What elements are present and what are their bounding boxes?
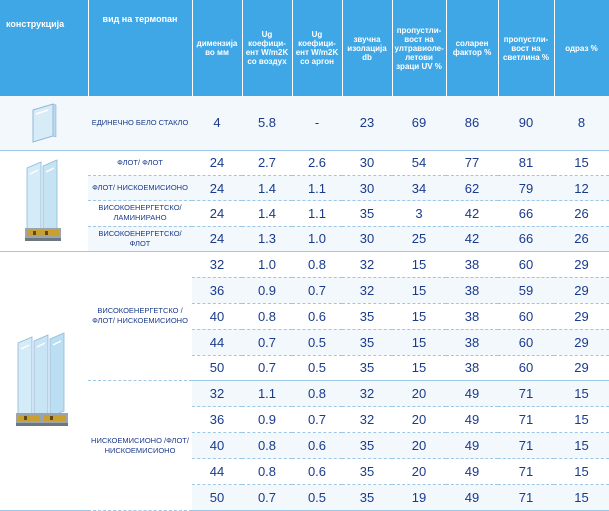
value-cell: 2.7 <box>242 150 292 175</box>
value-cell: 0.5 <box>292 485 342 511</box>
value-cell: 29 <box>554 251 609 277</box>
header-sound: звучна изолација db <box>342 0 392 96</box>
value-cell: 30 <box>342 176 392 201</box>
value-cell: 35 <box>342 355 392 381</box>
value-cell: 44 <box>192 459 242 485</box>
value-cell: 66 <box>498 201 554 226</box>
value-cell: 25 <box>392 226 446 251</box>
value-cell: 20 <box>392 433 446 459</box>
table-row <box>0 201 609 226</box>
value-cell: 32 <box>192 381 242 407</box>
value-cell: 26 <box>554 201 609 226</box>
single-glass-pane-icon <box>29 102 59 144</box>
header-dimension: димензија во мм <box>192 0 242 96</box>
value-cell: 15 <box>554 150 609 175</box>
value-cell: 86 <box>446 96 498 150</box>
value-cell: 0.8 <box>242 433 292 459</box>
value-cell: 0.8 <box>242 459 292 485</box>
header-type: вид на термопан <box>88 0 192 96</box>
value-cell: 30 <box>342 226 392 251</box>
value-cell: 62 <box>446 176 498 201</box>
type-label: ВИСОКОЕНЕРГЕТСКО /ФЛОТ/ НИСКОЕМИСИОНО <box>88 251 192 381</box>
value-cell: 32 <box>342 277 392 303</box>
value-cell: 32 <box>342 251 392 277</box>
value-cell: 24 <box>192 176 242 201</box>
value-cell: 0.7 <box>242 329 292 355</box>
double-glazing-profile-icon <box>21 158 67 244</box>
value-cell: 2.6 <box>292 150 342 175</box>
value-cell: 20 <box>392 459 446 485</box>
table-row <box>0 226 609 251</box>
header-row <box>0 0 609 96</box>
value-cell: 1.0 <box>242 251 292 277</box>
value-cell: 38 <box>446 355 498 381</box>
value-cell: 3 <box>392 201 446 226</box>
value-cell: 71 <box>498 407 554 433</box>
header-ug-argon: Ug коефици-ент W/m2K со аргон <box>292 0 342 96</box>
value-cell: 66 <box>498 226 554 251</box>
type-label: ВИСОКОЕНЕРГЕТСКО/ ФЛОТ <box>88 226 192 251</box>
value-cell: 29 <box>554 329 609 355</box>
value-cell: 71 <box>498 433 554 459</box>
table-row <box>0 96 609 150</box>
value-cell: 0.6 <box>292 433 342 459</box>
header-solar: соларен фактор % <box>446 0 498 96</box>
value-cell: 38 <box>446 303 498 329</box>
value-cell: 15 <box>392 329 446 355</box>
construction-cell <box>0 150 88 251</box>
value-cell: 15 <box>392 355 446 381</box>
value-cell: 35 <box>342 433 392 459</box>
type-label: ВИСОКОЕНЕРГЕТСКО/ ЛАМИНИРАНО <box>88 201 192 226</box>
value-cell: 36 <box>192 407 242 433</box>
value-cell: 49 <box>446 381 498 407</box>
value-cell: 15 <box>392 277 446 303</box>
value-cell: 42 <box>446 201 498 226</box>
value-cell: 0.7 <box>242 485 292 511</box>
value-cell: 77 <box>446 150 498 175</box>
value-cell: 35 <box>342 201 392 226</box>
value-cell: 12 <box>554 176 609 201</box>
value-cell: 24 <box>192 201 242 226</box>
value-cell: 15 <box>554 407 609 433</box>
value-cell: 1.1 <box>292 201 342 226</box>
value-cell: 20 <box>392 407 446 433</box>
value-cell: 38 <box>446 251 498 277</box>
triple-glazing-profile-icon <box>14 331 74 431</box>
value-cell: 23 <box>342 96 392 150</box>
value-cell: 0.9 <box>242 277 292 303</box>
value-cell: 0.5 <box>292 355 342 381</box>
construction-cell <box>0 251 88 510</box>
value-cell: 0.7 <box>292 277 342 303</box>
value-cell: 69 <box>392 96 446 150</box>
value-cell: 15 <box>554 381 609 407</box>
value-cell: 0.7 <box>292 407 342 433</box>
type-label: ФЛОТ/ НИСКОЕМИСИОНО <box>88 176 192 201</box>
value-cell: 32 <box>342 407 392 433</box>
value-cell: 1.1 <box>242 381 292 407</box>
type-label: ФЛОТ/ ФЛОТ <box>88 150 192 175</box>
value-cell: 1.0 <box>292 226 342 251</box>
value-cell: 0.7 <box>242 355 292 381</box>
value-cell: 24 <box>192 150 242 175</box>
value-cell: 35 <box>342 485 392 511</box>
value-cell: 0.9 <box>242 407 292 433</box>
value-cell: 35 <box>342 329 392 355</box>
value-cell: 15 <box>392 303 446 329</box>
value-cell: 32 <box>342 381 392 407</box>
value-cell: 34 <box>392 176 446 201</box>
value-cell: 0.8 <box>292 251 342 277</box>
value-cell: 0.8 <box>242 303 292 329</box>
value-cell: 4 <box>192 96 242 150</box>
value-cell: 60 <box>498 303 554 329</box>
value-cell: 81 <box>498 150 554 175</box>
value-cell: 1.1 <box>292 176 342 201</box>
value-cell: 8 <box>554 96 609 150</box>
value-cell: 1.3 <box>242 226 292 251</box>
value-cell: 30 <box>342 150 392 175</box>
table-row <box>0 381 609 407</box>
table-row <box>0 176 609 201</box>
value-cell: 0.5 <box>292 329 342 355</box>
value-cell: 79 <box>498 176 554 201</box>
value-cell: 24 <box>192 226 242 251</box>
value-cell: 29 <box>554 355 609 381</box>
value-cell: 0.6 <box>292 459 342 485</box>
type-label: НИСКОЕМИСИОНО /ФЛОТ/ НИСКОЕМИСИОНО <box>88 381 192 511</box>
header-construction: конструкција <box>0 0 88 96</box>
value-cell: 50 <box>192 485 242 511</box>
value-cell: 1.4 <box>242 201 292 226</box>
header-light: пропустли-вост на светлина % <box>498 0 554 96</box>
value-cell: - <box>292 96 342 150</box>
value-cell: 0.6 <box>292 303 342 329</box>
value-cell: 35 <box>342 303 392 329</box>
value-cell: 49 <box>446 459 498 485</box>
value-cell: 60 <box>498 251 554 277</box>
value-cell: 29 <box>554 277 609 303</box>
value-cell: 40 <box>192 433 242 459</box>
value-cell: 71 <box>498 485 554 511</box>
value-cell: 60 <box>498 329 554 355</box>
value-cell: 29 <box>554 303 609 329</box>
value-cell: 38 <box>446 329 498 355</box>
value-cell: 36 <box>192 277 242 303</box>
value-cell: 50 <box>192 355 242 381</box>
header-reflection: одраз % <box>554 0 609 96</box>
value-cell: 15 <box>554 485 609 511</box>
value-cell: 90 <box>498 96 554 150</box>
value-cell: 38 <box>446 277 498 303</box>
value-cell: 44 <box>192 329 242 355</box>
value-cell: 40 <box>192 303 242 329</box>
value-cell: 49 <box>446 407 498 433</box>
value-cell: 26 <box>554 226 609 251</box>
value-cell: 42 <box>446 226 498 251</box>
value-cell: 60 <box>498 355 554 381</box>
value-cell: 5.8 <box>242 96 292 150</box>
value-cell: 49 <box>446 433 498 459</box>
value-cell: 32 <box>192 251 242 277</box>
value-cell: 15 <box>554 459 609 485</box>
value-cell: 20 <box>392 381 446 407</box>
value-cell: 71 <box>498 459 554 485</box>
value-cell: 49 <box>446 485 498 511</box>
value-cell: 35 <box>342 459 392 485</box>
type-label: ЕДИНЕЧНО БЕЛО СТАКЛО <box>88 96 192 150</box>
value-cell: 59 <box>498 277 554 303</box>
header-ug-air: Ug коефици-ент W/m2K со воздух <box>242 0 292 96</box>
value-cell: 15 <box>392 251 446 277</box>
value-cell: 15 <box>554 433 609 459</box>
value-cell: 54 <box>392 150 446 175</box>
value-cell: 71 <box>498 381 554 407</box>
table-row <box>0 251 609 277</box>
value-cell: 0.8 <box>292 381 342 407</box>
table-row <box>0 150 609 175</box>
header-uv: пропустли-вост на ултравиоле-летови зраци UV % <box>392 0 446 96</box>
value-cell: 19 <box>392 485 446 511</box>
construction-cell <box>0 96 88 150</box>
value-cell: 1.4 <box>242 176 292 201</box>
